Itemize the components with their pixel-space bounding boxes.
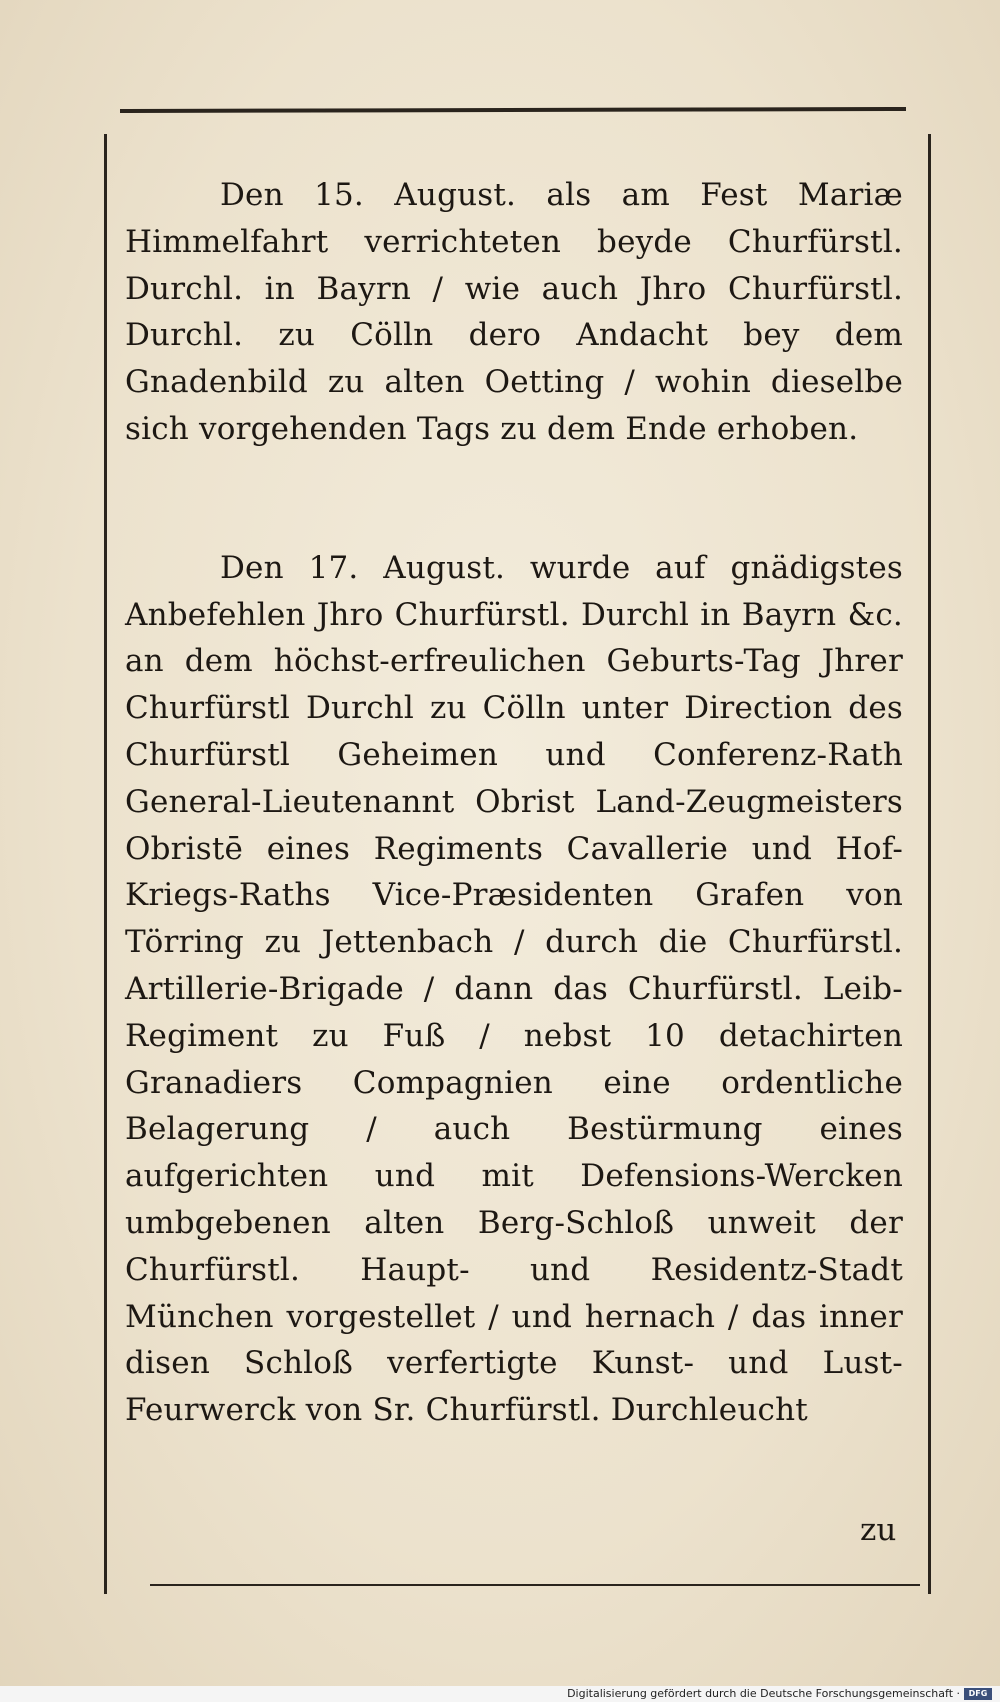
frame-rule-bottom — [150, 1584, 920, 1586]
body-text — [125, 172, 903, 1434]
frame-rule-left — [104, 134, 107, 1594]
catchword: zu — [860, 1512, 897, 1548]
frame-rule-top — [120, 107, 906, 113]
paragraph-august-17: Den 17. August. wurde auf gnädigstes Anbefehlen Jhro Churfürstl. Durchl in Bayrn &c. an dem höchst-erfreulichen Geburts-Tag Jhrer Churfürstl Durchl zu Cölln unter Direction des Churfürstl Geheimen und Conferenz-Rath General-Lieutenannt Obrist Land-Zeugmeisters Obristē eines Regiments Cavallerie und Hof-Kriegs-Raths Vice-Præsidenten Grafen von Törring zu Jettenbach / durch die Churfürstl. Artillerie-Brigade / dann das Churfürstl. Leib-Regiment zu Fuß / nebst 10 detachirten Granadiers Compagnien eine ordentliche Belagerung / auch Bestürmung eines aufgerichten und mit Defensions-Wercken umbgebenen alten Berg-Schloß unweit der Churfürstl. Haupt- und Residentz-Stadt München vorgestellet / und hernach / das inner disen Schloß verfertigte Kunst- und Lust-Feurwerck von Sr. Churfürstl. Durchleucht — [125, 549, 903, 1429]
frame-rule-right — [928, 134, 931, 1594]
dfg-logo: DFG — [964, 1688, 992, 1700]
footer-credit: Digitalisierung gefördert durch die Deutsche Forschungsgemeinschaft · — [567, 1687, 960, 1700]
paragraph-august-15: Den 15. August. als am Fest Mariæ Himmelfahrt verrichteten beyde Churfürstl. Durchl. in Bayrn / wie auch Jhro Churfürstl. Durchl. zu Cölln dero Andacht bey dem Gnadenbild zu alten Oetting / wohin dieselbe sich vorgehenden Tags zu dem Ende erhoben. — [125, 177, 903, 447]
